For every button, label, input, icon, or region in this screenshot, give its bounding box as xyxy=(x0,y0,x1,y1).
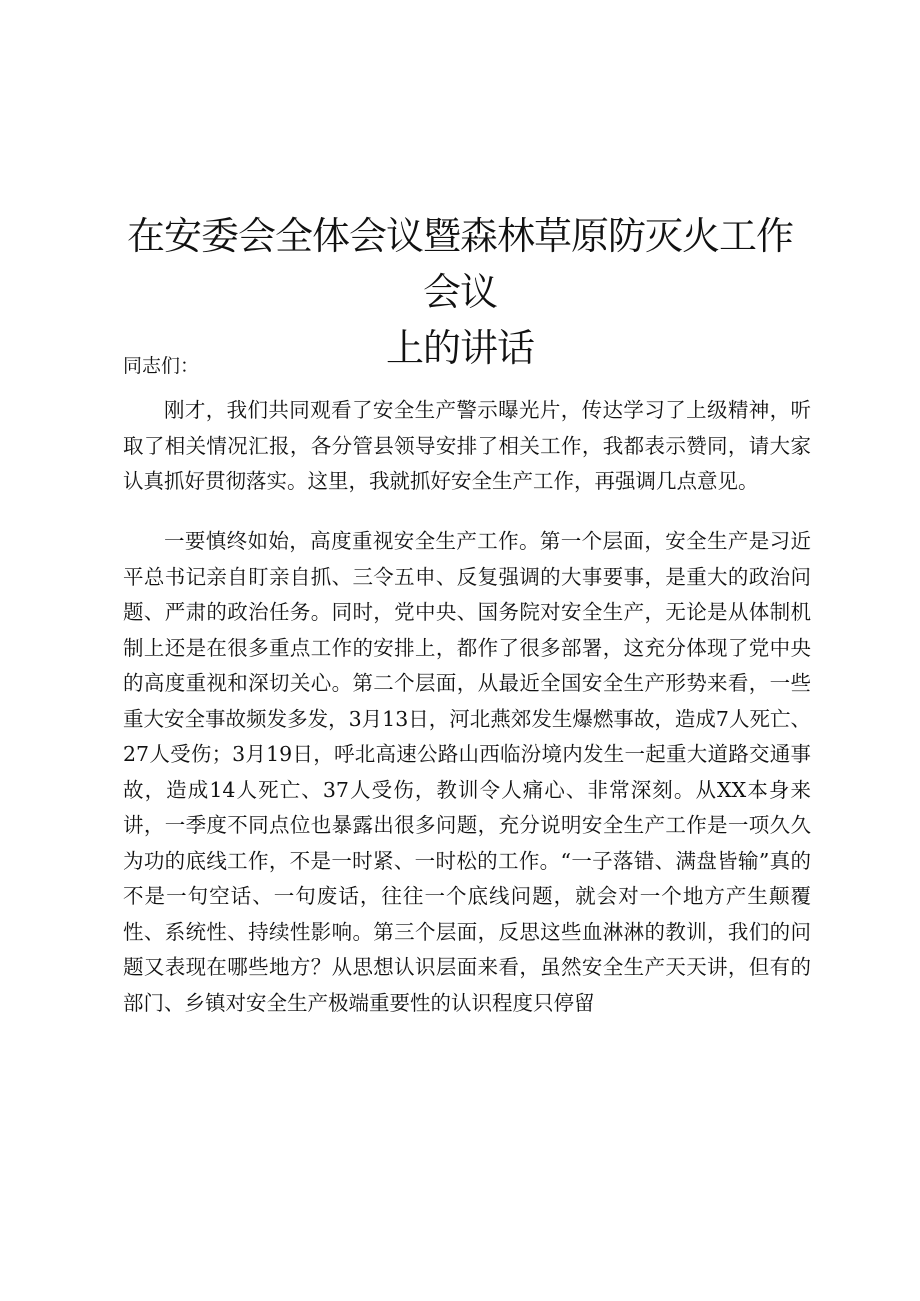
title-line-1: 在安委会全体会议暨森林草原防灭火工作会议 xyxy=(126,214,793,314)
paragraph-1: 刚才，我们共同观看了安全生产警示曝光片，传达学习了上级精神，听取了相关情况汇报，各分管县领导安排了相关工作，我都表示赞同，请大家认真抓好贯彻落实。这里，我就抓好安全生产工作，再强调几点意见。 xyxy=(123,398,811,493)
document-title xyxy=(110,208,810,376)
salutation: 同志们： xyxy=(123,355,200,377)
paragraph-2: 一要慎终如始，高度重视安全生产工作。第一个层面，安全生产是习近平总书记亲自盯亲自抓、三令五申、反复强调的大事要事，是重大的政治问题、严肃的政治任务。同时，党中央、国务院对安全生产，无论是从体制机制上还是在很多重点工作的安排上，都作了很多部署，这充分体现了党中央的高度重视和深切关心。第二个层面，从最近全国安全生产形势来看，一些重大安全事故频发多发，3月13日，河北燕郊发生爆燃事故，造成7人死亡、27人受伤；3月19日，呼北高速公路山西临汾境内发生一起重大道路交通事故，造成14人死亡、37人受伤，教训令人痛心、非常深刻。从XX本身来讲，一季度不同点位也暴露出很多问题，充分说明安全生产工作是一项久久为功的底线工作，不是一时紧、一时松的工作。“一子落错、满盘皆输”真的不是一句空话、一句废话，往往一个底线问题，就会对一个地方产生颠覆性、系统性、持续性影响。第三个层面，反思这些血淋淋的教训，我们的问题又表现在哪些地方？从思想认识层面来看，虽然安全生产天天讲，但有的部门、乡镇对安全生产极端重要性的认识程度只停留 xyxy=(123,529,811,1015)
title-line-2: 上的讲话 xyxy=(385,326,534,370)
